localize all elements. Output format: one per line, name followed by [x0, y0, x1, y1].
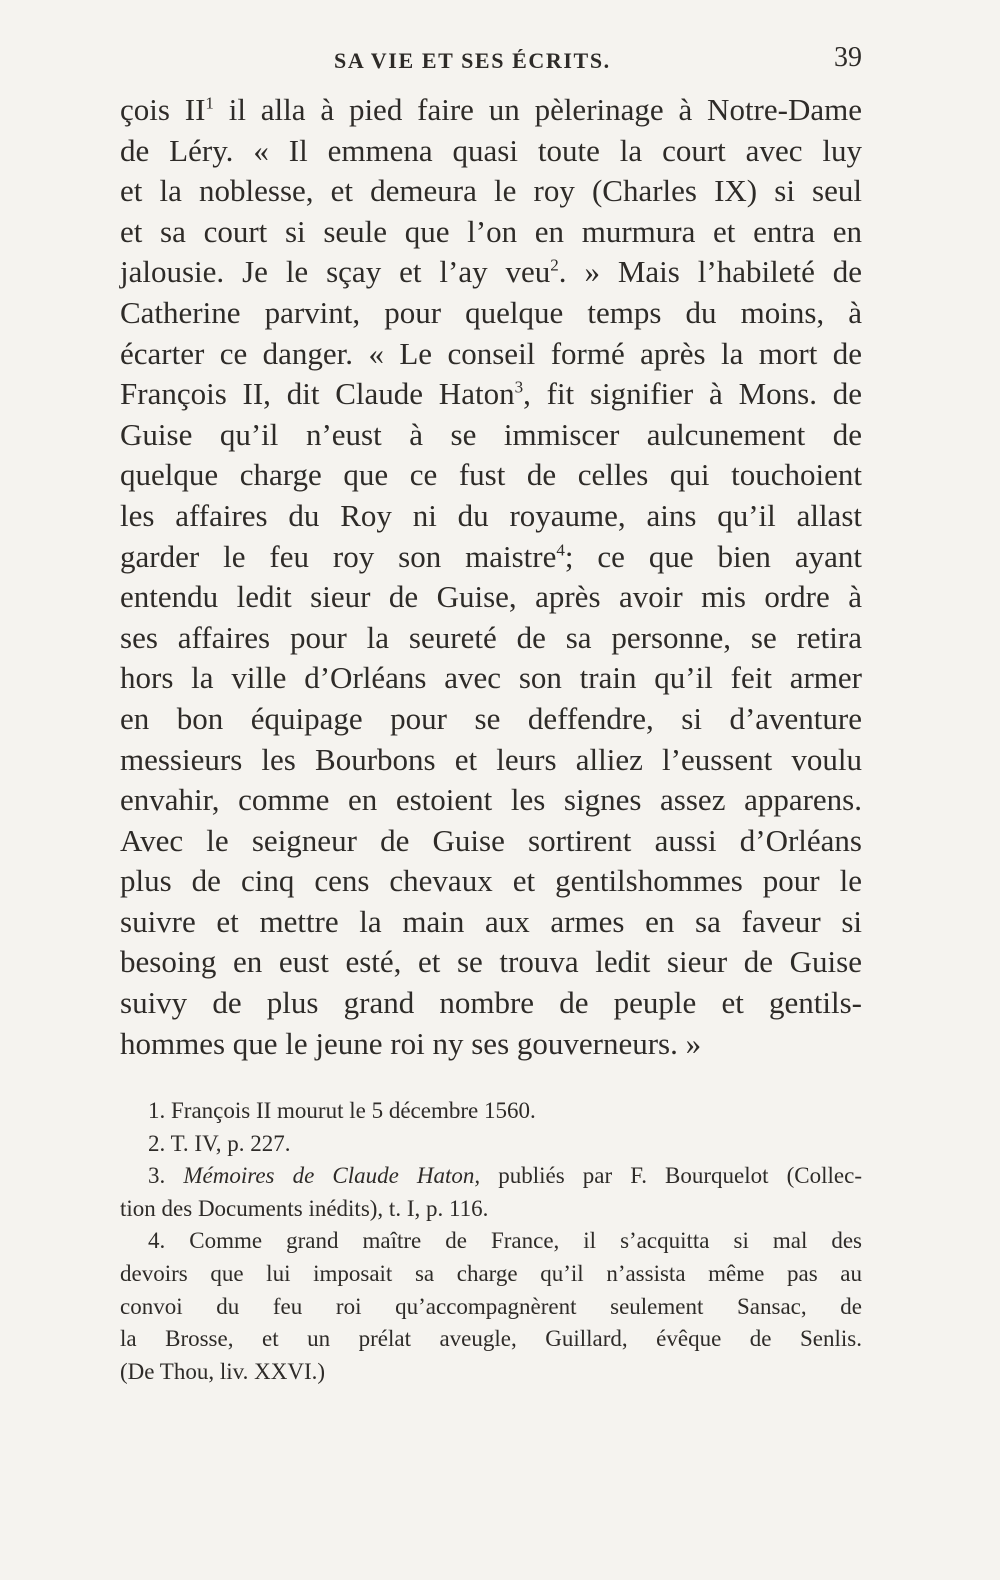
text-line-21: suivre et mettre la main aux armes en sa faveur si: [120, 903, 862, 939]
text-line-19: Avec le seigneur de Guise sortirent aussi d’Orléans: [120, 822, 862, 858]
text-line-6: Catherine parvint, pour quelque temps du moins, à: [120, 294, 862, 330]
text-line-3: et la noblesse, et demeura le roy (Charles IX) si seul: [120, 173, 862, 209]
footnote-ref-1: 1: [205, 93, 214, 113]
text-line-7: écarter ce danger. « Le conseil formé après la mort de: [120, 335, 862, 371]
text-line-16: en bon équipage pour se deffendre, si d’aventure: [120, 700, 862, 736]
footnote-4-line-4: la Brosse, et un prélat aveugle, Guillard, évêque de Senlis.: [120, 1326, 862, 1352]
page-number: 39: [834, 42, 862, 73]
text-line-17: messieurs les Bourbons et leurs alliez l’eussent voulu: [120, 741, 862, 777]
text-line-24: hommes que le jeune roi ny ses gouverneurs. »: [120, 1025, 702, 1061]
footnote-3-line-2: tion des Documents inédits), t. I, p. 116.: [120, 1195, 489, 1221]
running-title: SA VIE ET SES ÉCRITS.: [334, 48, 611, 73]
footnote-3-title: Mémoires de Claude Haton,: [183, 1163, 481, 1189]
text-line-8: François II, dit Claude Haton$^3$, fit signifier à Mons. de: [120, 376, 862, 412]
footnote-ref-4: 4: [556, 540, 565, 560]
footnote-1: 1. François II mourut le 5 décembre 1560.: [148, 1098, 536, 1123]
text-line-14: ses affaires pour la seureté de sa personne, se retira: [120, 619, 862, 655]
footnote-3-line-1: 3. Mémoires de Claude Haton, publiés par F. Bourquelot (Collec-: [148, 1163, 863, 1189]
text-line-22: besoing en eust esté, et se trouva ledit sieur de Guise: [120, 944, 862, 980]
text-line-5: jalousie. Je le sçay et l’ay veu$^2$. » Mais l’habileté de: [120, 254, 862, 290]
footnote-ref-3: 3: [514, 377, 524, 397]
text-line-20: plus de cinq cens chevaux et gentilshommes pour le: [120, 863, 862, 899]
text-line-2: de Léry. « Il emmena quasi toute la court avec luy: [120, 132, 862, 168]
footnote-ref-2: 2: [550, 256, 559, 276]
text-line-4: et sa court si seule que l’on en murmura et entra en: [120, 213, 862, 249]
footnote-4-line-3: convoi du feu roi qu’accompagnèrent seulement Sansac, de: [120, 1293, 862, 1319]
text-line-9: Guise qu’il n’eust à se immiscer aulcunement de: [120, 416, 862, 452]
text-line-1: çois $II^1$ il alla à pied faire un pèlerinage à Notre-Dame: [120, 92, 862, 127]
footnote-4-line-2: devoirs que lui imposait sa charge qu’il n’assista même pas au: [120, 1260, 862, 1286]
text-line-12: garder le feu roy son maistre$^4$; ce que bien ayant: [120, 538, 862, 574]
text-line-11: les affaires du Roy ni du royaume, ains qu’il allast: [120, 497, 862, 533]
footnote-4-line-1: 4. Comme grand maître de France, il s’acquitta si mal des: [148, 1228, 862, 1254]
text-line-23: suivy de plus grand nombre de peuple et gentils-: [120, 985, 862, 1021]
text-line-15: hors la ville d’Orléans avec son train qu’il feit armer: [120, 660, 862, 696]
footnotes: [120, 1095, 862, 1388]
running-head: [120, 40, 862, 80]
footnote-4-line-5: (De Thou, liv. XXVI.): [120, 1358, 326, 1384]
footnote-2: 2. T. IV, p. 227.: [148, 1130, 291, 1156]
text-line-13: entendu ledit sieur de Guise, après avoir mis ordre à: [120, 579, 862, 615]
text-line-10: quelque charge que ce fust de celles qui touchoient: [120, 457, 862, 493]
text-line-18: envahir, comme en estoient les signes assez apparens.: [120, 782, 862, 818]
main-text: [120, 90, 862, 1064]
